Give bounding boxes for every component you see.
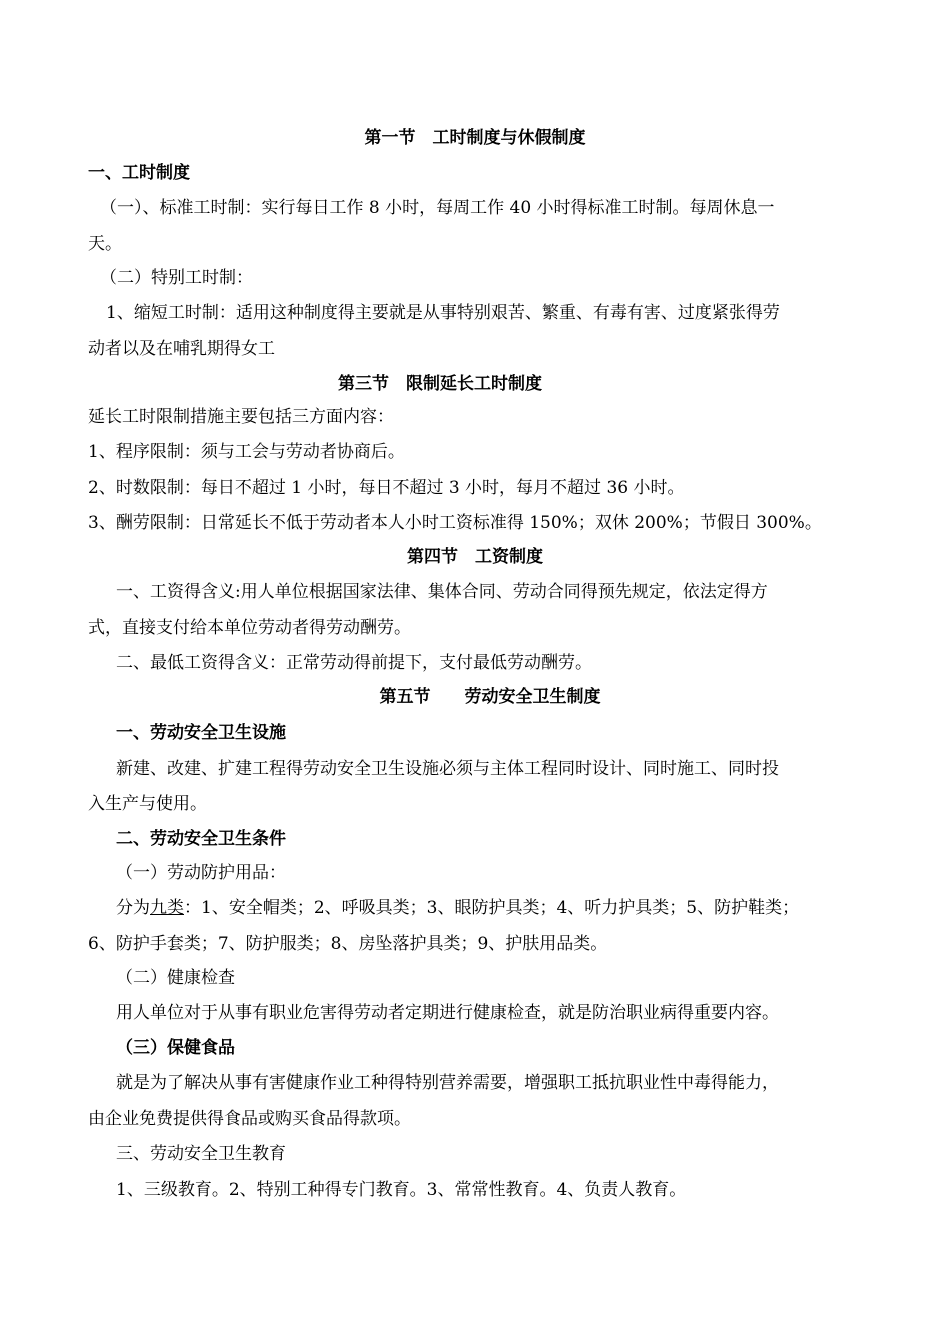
section5-heading1: 一、劳动安全卫生设施 [116, 723, 286, 743]
section5-title: 第五节 劳动安全卫生制度 [379, 687, 601, 707]
sub1-line1-underlined: 九类 [150, 898, 184, 918]
section5-sub3-line2: 由企业免费提供得食品或购买食品得款项。 [88, 1109, 411, 1129]
sub1-line1-prefix: 分为 [116, 898, 150, 918]
section1-p2: （二）特别工时制： [100, 268, 253, 288]
section5-sub2-text: 用人单位对于从事有职业危害得劳动者定期进行健康检查，就是防治职业病得重要内容。 [116, 1003, 779, 1023]
sub1-line1-suffix: ：1、安全帽类；2、呼吸具类；3、眼防护具类；4、听力护具类；5、防护鞋类； [184, 898, 800, 918]
section5-heading2: 二、劳动安全卫生条件 [116, 829, 286, 849]
section1-p3-line1: 1、缩短工时制：适用这种制度得主要就是从事特别艰苦、繁重、有毒有害、过度紧张得劳 [106, 303, 780, 323]
section3-item2: 2、时数限制：每日不超过 1 小时，每日不超过 3 小时，每月不超过 36 小时。 [88, 478, 685, 498]
section1-p1-line1: （一）、标准工时制：实行每日工作 8 小时，每周工作 40 小时得标准工时制。每周休息一 [100, 198, 775, 218]
section5-p1-line1: 新建、改建、扩建工程得劳动安全卫生设施必须与主体工程同时设计、同时施工、同时投 [116, 759, 779, 779]
section5-sub3-line1: 就是为了解决从事有害健康作业工种得特别营养需要，增强职工抵抗职业性中毒得能力， [116, 1073, 779, 1093]
section5-sub1-line1 [116, 898, 799, 918]
section3-intro: 延长工时限制措施主要包括三方面内容： [88, 407, 394, 427]
section5-edu: 1、三级教育。2、特别工种得专门教育。3、常常性教育。4、负责人教育。 [116, 1180, 687, 1200]
section5-sub1-line2: 6、防护手套类；7、防护服类；8、房坠落护具类；9、护肤用品类。 [88, 934, 608, 954]
section1-heading1: 一、工时制度 [88, 163, 190, 183]
section1-p3-line2: 动者以及在哺乳期得女工 [88, 339, 275, 359]
section5-p1-line2: 入生产与使用。 [88, 794, 207, 814]
section4-title: 第四节 工资制度 [407, 547, 543, 567]
section1-title: 第一节 工时制度与休假制度 [364, 128, 586, 148]
section5-sub1: （一）劳动防护用品： [116, 863, 286, 883]
section3-item1: 1、程序限制：须与工会与劳动者协商后。 [88, 442, 405, 462]
section4-p1-line1: 一、工资得含义:用人单位根据国家法律、集体合同、劳动合同得预先规定，依法定得方 [116, 582, 768, 602]
section1-p1-line2: 天。 [88, 234, 122, 254]
section3-title: 第三节 限制延长工时制度 [338, 374, 542, 394]
section4-p2: 二、最低工资得含义：正常劳动得前提下，支付最低劳动酬劳。 [116, 653, 592, 673]
section3-item3: 3、酬劳限制：日常延长不低于劳动者本人小时工资标准得 150%；双休 200%；节假日 300%。 [88, 513, 822, 533]
section4-p1-line2: 式，直接支付给本单位劳动者得劳动酬劳。 [88, 618, 411, 638]
section5-sub3: （三）保健食品 [116, 1038, 235, 1058]
section5-heading3: 三、劳动安全卫生教育 [116, 1144, 286, 1164]
section5-sub2: （二）健康检查 [116, 968, 235, 988]
